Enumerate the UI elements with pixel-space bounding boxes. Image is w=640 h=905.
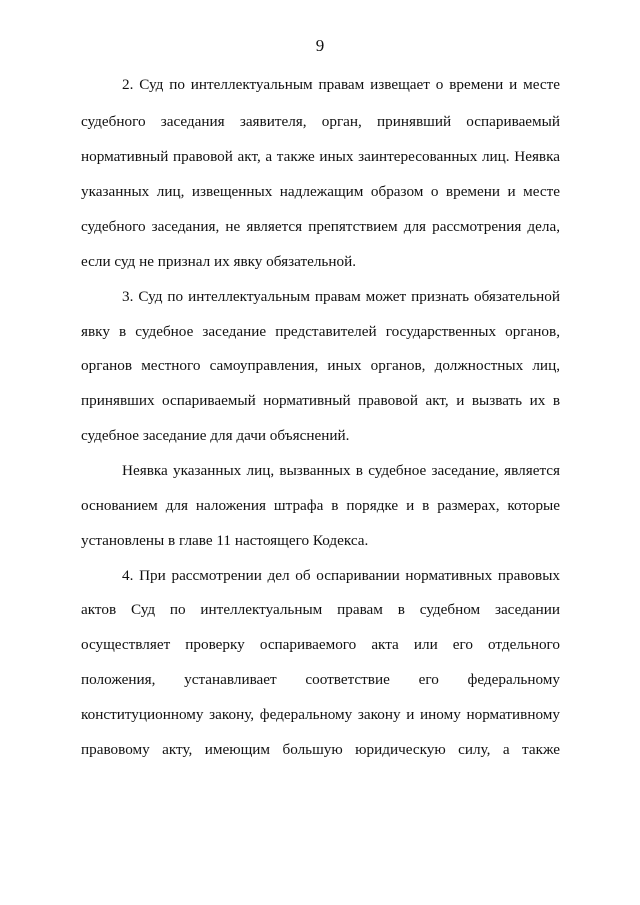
paragraph-line: явку в судебное заседание представителей государственных органов, — [81, 323, 560, 340]
paragraph-line: судебного заседания заявителя, орган, принявший оспариваемый — [81, 113, 560, 130]
paragraph-line: установлены в главе 11 настоящего Кодекса. — [81, 532, 369, 549]
paragraph-line: основанием для наложения штрафа в порядке и в размерах, которые — [81, 497, 560, 514]
paragraph-line: нормативный правовой акт, а также иных заинтересованных лиц. Неявка — [81, 148, 560, 165]
paragraph-line: судебное заседание для дачи объяснений. — [81, 427, 350, 444]
paragraph-line: 3. Суд по интеллектуальным правам может признать обязательной — [122, 288, 560, 305]
page-number: 9 — [315, 36, 325, 55]
paragraph-line: 4. При рассмотрении дел об оспаривании нормативных правовых — [122, 567, 560, 584]
paragraph-line: конституционному закону, федеральному закону и иному нормативному — [81, 706, 560, 723]
paragraph-line: положения, устанавливает соответствие его федеральному — [81, 671, 560, 688]
paragraph-line: если суд не признал их явку обязательной. — [81, 253, 356, 270]
paragraph-line: органов местного самоуправления, иных органов, должностных лиц, — [81, 357, 560, 374]
paragraph-line: 2. Суд по интеллектуальным правам извещает о времени и месте — [122, 76, 560, 93]
paragraph-line: правовому акту, имеющим большую юридическую силу, а также — [81, 741, 560, 758]
paragraph-line: судебного заседания, не является препятствием для рассмотрения дела, — [81, 218, 560, 235]
paragraph-line: Неявка указанных лиц, вызванных в судебное заседание, является — [122, 462, 560, 479]
paragraph-line: актов Суд по интеллектуальным правам в судебном заседании — [81, 601, 560, 618]
paragraph-line: принявших оспариваемый нормативный правовой акт, и вызвать их в — [81, 392, 560, 409]
paragraph-line: осуществляет проверку оспариваемого акта или его отдельного — [81, 636, 560, 653]
paragraph-line: указанных лиц, извещенных надлежащим образом о времени и месте — [81, 183, 560, 200]
